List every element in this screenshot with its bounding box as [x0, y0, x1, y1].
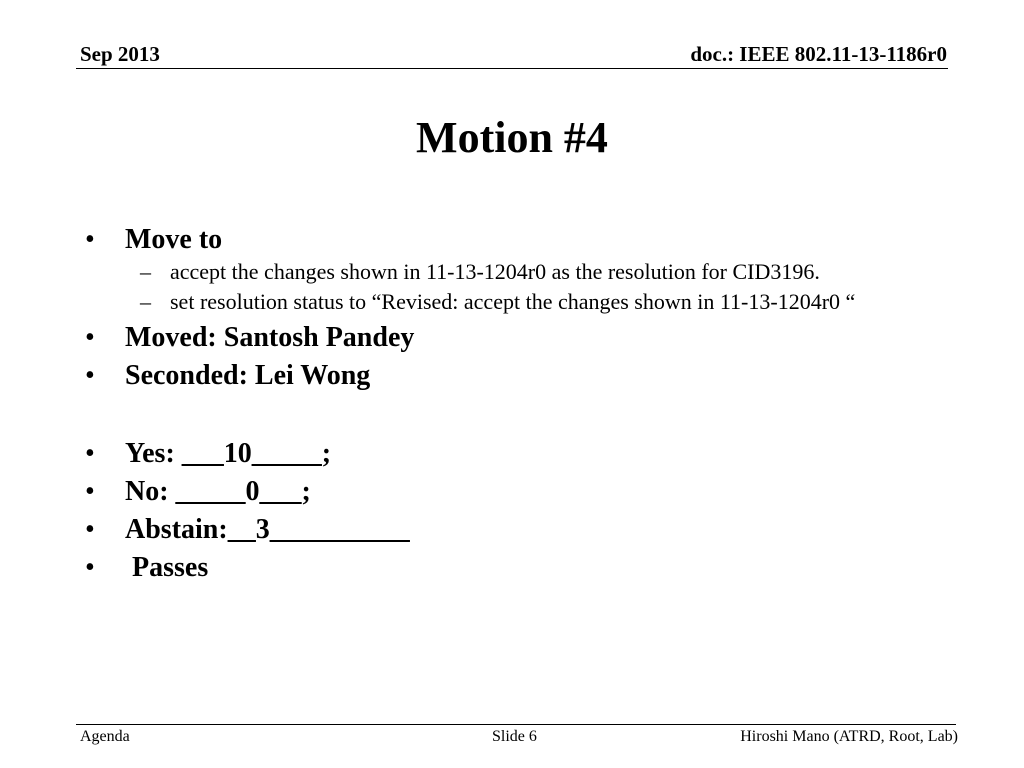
bullet-text: Yes: ___10_____;: [125, 438, 332, 469]
slide-title: Motion #4: [416, 113, 608, 162]
header-doc-id: doc.: IEEE 802.11-13-1186r0: [690, 42, 947, 66]
bullet-marker: •: [85, 552, 95, 583]
footer-author: Hiroshi Mano (ATRD, Root, Lab): [740, 728, 958, 745]
footer-divider: [76, 724, 956, 725]
footer-section: Agenda: [80, 728, 130, 745]
sub-item-resolution-status: [80, 290, 930, 314]
bullet-text: No: _____0___;: [125, 476, 311, 507]
header-divider: [76, 68, 948, 69]
spacer: [80, 396, 960, 436]
bullet-vote-no: [80, 474, 960, 512]
sub-item-text: accept the changes shown in 11-13-1204r0 as the resolution for CID3196.: [170, 259, 820, 284]
sub-item-accept-changes: [80, 260, 930, 284]
bullet-text: Passes: [125, 552, 209, 583]
sub-item-marker: –: [140, 289, 151, 314]
bullet-marker: •: [85, 360, 95, 391]
bullet-seconded: [80, 358, 960, 396]
slide-body: [80, 222, 960, 588]
bullet-text: Moved: Santosh Pandey: [125, 322, 415, 353]
bullet-text: Abstain:__3__________: [125, 514, 410, 545]
bullet-marker: •: [85, 438, 95, 469]
sub-item-marker: –: [140, 259, 151, 284]
bullet-text: Move to: [125, 224, 223, 255]
bullet-vote-abstain: [80, 512, 960, 550]
bullet-text: Seconded: Lei Wong: [125, 360, 371, 391]
bullet-vote-yes: [80, 436, 960, 474]
footer-slide-number: Slide 6: [492, 728, 537, 745]
bullet-marker: •: [85, 514, 95, 545]
bullet-result: [80, 550, 960, 588]
bullet-move-to: [80, 222, 960, 260]
bullet-moved: [80, 320, 960, 358]
bullet-marker: •: [85, 476, 95, 507]
bullet-marker: •: [85, 322, 95, 353]
header-date: Sep 2013: [80, 42, 160, 66]
sub-item-text: set resolution status to “Revised: accept the changes shown in 11-13-1204r0 “: [170, 289, 856, 314]
bullet-marker: •: [85, 224, 95, 255]
